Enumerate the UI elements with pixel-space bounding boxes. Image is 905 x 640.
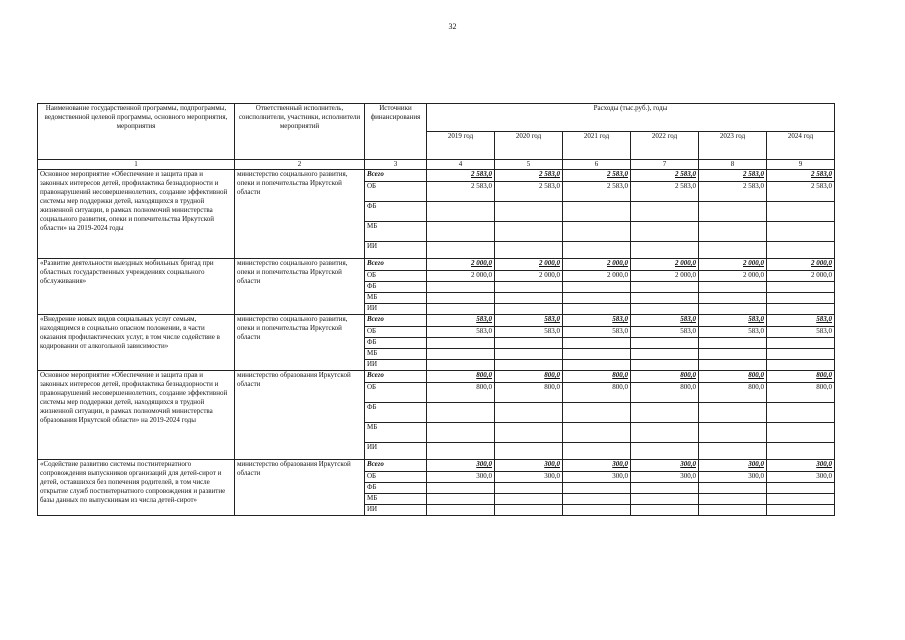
expense-value bbox=[699, 483, 767, 494]
expense-value bbox=[427, 338, 495, 349]
column-index: 2 bbox=[235, 160, 365, 170]
expense-value: 2 583,0 bbox=[699, 170, 767, 182]
expense-value: 300,0 bbox=[427, 460, 495, 472]
expense-value bbox=[563, 443, 631, 460]
expense-value: 2 583,0 bbox=[495, 182, 563, 202]
expense-value bbox=[495, 483, 563, 494]
expense-value bbox=[427, 494, 495, 505]
measure-name: «Развитие деятельности выездных мобильных бригад при областных государственных учреждениях социального обслуживания» bbox=[38, 259, 235, 315]
header-name: Наименование государственной программы, подпрограммы, ведомственной целевой программы, основного мероприятия, мероприятия bbox=[38, 104, 235, 160]
column-index: 9 bbox=[767, 160, 835, 170]
header-year: 2021 год bbox=[563, 132, 631, 160]
expense-value: 583,0 bbox=[495, 327, 563, 338]
expense-value bbox=[427, 360, 495, 371]
funding-source: ОБ bbox=[365, 271, 427, 282]
expense-value bbox=[495, 282, 563, 293]
expense-value: 2 583,0 bbox=[767, 182, 835, 202]
expense-value: 800,0 bbox=[495, 371, 563, 383]
expense-value bbox=[699, 338, 767, 349]
expense-value bbox=[563, 304, 631, 315]
expense-value bbox=[767, 360, 835, 371]
funding-source: МБ bbox=[365, 494, 427, 505]
expense-value: 300,0 bbox=[563, 460, 631, 472]
table-row bbox=[38, 259, 835, 271]
expense-value: 800,0 bbox=[631, 383, 699, 403]
expense-value: 583,0 bbox=[427, 315, 495, 327]
expense-value: 300,0 bbox=[427, 472, 495, 483]
expense-value bbox=[699, 304, 767, 315]
expense-value bbox=[631, 293, 699, 304]
expense-value: 583,0 bbox=[631, 327, 699, 338]
table-row bbox=[38, 371, 835, 383]
expense-value bbox=[495, 423, 563, 443]
funding-source: ФБ bbox=[365, 483, 427, 494]
expense-value bbox=[495, 202, 563, 222]
expense-value bbox=[631, 494, 699, 505]
expense-value bbox=[631, 242, 699, 259]
expense-value bbox=[563, 202, 631, 222]
expense-value bbox=[563, 282, 631, 293]
expense-value bbox=[699, 222, 767, 242]
expense-value bbox=[631, 222, 699, 242]
expense-value: 800,0 bbox=[495, 383, 563, 403]
expense-value: 2 583,0 bbox=[631, 182, 699, 202]
funding-source: ФБ bbox=[365, 403, 427, 423]
funding-source: ИИ bbox=[365, 505, 427, 516]
expense-value bbox=[767, 242, 835, 259]
expense-value bbox=[563, 423, 631, 443]
expense-value bbox=[495, 349, 563, 360]
expense-value: 2 583,0 bbox=[427, 170, 495, 182]
expense-value: 800,0 bbox=[699, 383, 767, 403]
expense-value: 300,0 bbox=[767, 460, 835, 472]
expense-value: 2 583,0 bbox=[699, 182, 767, 202]
expense-value bbox=[631, 443, 699, 460]
expense-value: 2 000,0 bbox=[563, 259, 631, 271]
measure-executor: министерство образования Иркутской области bbox=[235, 460, 365, 516]
expense-value bbox=[427, 293, 495, 304]
expense-value: 300,0 bbox=[631, 460, 699, 472]
expense-value bbox=[767, 338, 835, 349]
funding-source: Всего bbox=[365, 371, 427, 383]
expense-value: 800,0 bbox=[563, 383, 631, 403]
expense-value bbox=[767, 304, 835, 315]
expense-value bbox=[767, 403, 835, 423]
expense-value: 2 583,0 bbox=[563, 170, 631, 182]
expense-value: 583,0 bbox=[767, 315, 835, 327]
expense-value bbox=[767, 505, 835, 516]
funding-source: ИИ bbox=[365, 304, 427, 315]
measure-name: Основное мероприятие «Обеспечение и защита прав и законных интересов детей, профилактика безнадзорности и правонарушений несовершеннолетних, создание эффективной системы мер поддержки детей, находящихся в трудной жизненной ситуации, в рамках полномочий министерства образования Иркутской области» на 2019-2024 годы bbox=[38, 371, 235, 460]
expense-value bbox=[631, 202, 699, 222]
expense-value bbox=[699, 242, 767, 259]
expense-value: 2 583,0 bbox=[495, 170, 563, 182]
expense-value bbox=[563, 349, 631, 360]
expense-value: 300,0 bbox=[631, 472, 699, 483]
expense-value bbox=[563, 505, 631, 516]
funding-source: Всего bbox=[365, 315, 427, 327]
expense-value bbox=[699, 494, 767, 505]
expense-value bbox=[699, 282, 767, 293]
expense-value bbox=[563, 242, 631, 259]
expense-value bbox=[699, 349, 767, 360]
expense-value bbox=[631, 282, 699, 293]
measure-executor: министерство социального развития, опеки и попечительства Иркутской области bbox=[235, 259, 365, 315]
column-index: 7 bbox=[631, 160, 699, 170]
expense-value bbox=[631, 349, 699, 360]
header-year: 2019 год bbox=[427, 132, 495, 160]
expense-value bbox=[631, 403, 699, 423]
expense-value: 2 000,0 bbox=[495, 271, 563, 282]
expense-value bbox=[427, 242, 495, 259]
expense-value bbox=[631, 338, 699, 349]
expense-value: 583,0 bbox=[427, 327, 495, 338]
expense-value bbox=[631, 304, 699, 315]
expense-value: 2 583,0 bbox=[427, 182, 495, 202]
expense-value bbox=[767, 293, 835, 304]
expense-value bbox=[563, 483, 631, 494]
header-executor: Ответственный исполнитель, соисполнители, участники, исполнители мероприятий bbox=[235, 104, 365, 160]
expense-value bbox=[767, 443, 835, 460]
funding-source: ИИ bbox=[365, 360, 427, 371]
funding-source: МБ bbox=[365, 293, 427, 304]
column-index: 1 bbox=[38, 160, 235, 170]
expense-value: 2 000,0 bbox=[631, 271, 699, 282]
expense-value: 800,0 bbox=[767, 371, 835, 383]
expense-value bbox=[631, 505, 699, 516]
header-expenses: Расходы (тыс.руб.), годы bbox=[427, 104, 835, 132]
expense-value bbox=[767, 349, 835, 360]
expense-value: 300,0 bbox=[767, 472, 835, 483]
table-row bbox=[38, 460, 835, 472]
expense-value: 583,0 bbox=[699, 327, 767, 338]
expense-value: 800,0 bbox=[699, 371, 767, 383]
expense-value bbox=[699, 443, 767, 460]
expense-value: 2 000,0 bbox=[495, 259, 563, 271]
expense-value: 583,0 bbox=[495, 315, 563, 327]
expense-value bbox=[427, 282, 495, 293]
expense-value bbox=[495, 293, 563, 304]
expense-value: 2 000,0 bbox=[427, 259, 495, 271]
expense-value bbox=[427, 202, 495, 222]
expense-value bbox=[427, 403, 495, 423]
expense-value bbox=[563, 222, 631, 242]
expense-value: 2 583,0 bbox=[631, 170, 699, 182]
expense-value: 2 000,0 bbox=[699, 271, 767, 282]
page-number: 32 bbox=[448, 22, 457, 31]
expense-value: 300,0 bbox=[563, 472, 631, 483]
funding-source: ОБ bbox=[365, 472, 427, 483]
expense-value: 2 000,0 bbox=[699, 259, 767, 271]
column-index: 3 bbox=[365, 160, 427, 170]
expense-value bbox=[767, 282, 835, 293]
measure-executor: министерство образования Иркутской области bbox=[235, 371, 365, 460]
expense-value bbox=[495, 505, 563, 516]
expense-value: 300,0 bbox=[495, 460, 563, 472]
expense-value: 800,0 bbox=[427, 383, 495, 403]
expense-value: 2 000,0 bbox=[767, 271, 835, 282]
expense-value bbox=[427, 423, 495, 443]
budget-table bbox=[37, 103, 835, 516]
expense-value bbox=[563, 338, 631, 349]
expense-value bbox=[495, 242, 563, 259]
expense-value: 583,0 bbox=[631, 315, 699, 327]
expense-value: 2 000,0 bbox=[563, 271, 631, 282]
expense-value bbox=[631, 483, 699, 494]
expense-value bbox=[495, 443, 563, 460]
expense-value bbox=[563, 293, 631, 304]
expense-value bbox=[631, 360, 699, 371]
expense-value: 300,0 bbox=[699, 460, 767, 472]
expense-value: 800,0 bbox=[563, 371, 631, 383]
funding-source: Всего bbox=[365, 460, 427, 472]
expense-value: 2 583,0 bbox=[563, 182, 631, 202]
expense-value: 800,0 bbox=[427, 371, 495, 383]
expense-value: 300,0 bbox=[495, 472, 563, 483]
expense-value bbox=[427, 304, 495, 315]
table-row bbox=[38, 315, 835, 327]
expense-value bbox=[699, 505, 767, 516]
expense-value bbox=[427, 483, 495, 494]
expense-value: 800,0 bbox=[767, 383, 835, 403]
header-source: Источники финансирования bbox=[365, 104, 427, 160]
expense-value bbox=[495, 304, 563, 315]
expense-value: 2 583,0 bbox=[767, 170, 835, 182]
measure-name: «Внедрение новых видов социальных услуг семьям, находящимся в социально опасном положении, в части оказания профилактических услуг, в том числе содействие в кодировании от алкогольной зависимости» bbox=[38, 315, 235, 371]
expense-value bbox=[699, 202, 767, 222]
expense-value bbox=[699, 403, 767, 423]
expense-value bbox=[563, 403, 631, 423]
funding-source: ОБ bbox=[365, 383, 427, 403]
funding-source: МБ bbox=[365, 222, 427, 242]
expense-value: 2 000,0 bbox=[427, 271, 495, 282]
funding-source: ИИ bbox=[365, 242, 427, 259]
column-index: 5 bbox=[495, 160, 563, 170]
expense-value bbox=[699, 360, 767, 371]
expense-value: 583,0 bbox=[699, 315, 767, 327]
column-index: 8 bbox=[699, 160, 767, 170]
funding-source: Всего bbox=[365, 259, 427, 271]
funding-source: МБ bbox=[365, 349, 427, 360]
expense-value bbox=[495, 360, 563, 371]
expense-value bbox=[495, 338, 563, 349]
expense-value bbox=[699, 423, 767, 443]
expense-value bbox=[427, 222, 495, 242]
expense-value: 300,0 bbox=[699, 472, 767, 483]
funding-source: ОБ bbox=[365, 182, 427, 202]
expense-value bbox=[563, 360, 631, 371]
expense-value: 800,0 bbox=[631, 371, 699, 383]
funding-source: ФБ bbox=[365, 338, 427, 349]
funding-source: ИИ bbox=[365, 443, 427, 460]
expense-value bbox=[427, 443, 495, 460]
expense-value bbox=[563, 494, 631, 505]
expense-value bbox=[495, 222, 563, 242]
header-year: 2024 год bbox=[767, 132, 835, 160]
expense-value bbox=[427, 505, 495, 516]
expense-value: 2 000,0 bbox=[631, 259, 699, 271]
expense-value bbox=[767, 483, 835, 494]
column-index: 6 bbox=[563, 160, 631, 170]
expense-value: 583,0 bbox=[563, 315, 631, 327]
expense-value bbox=[767, 494, 835, 505]
table-row bbox=[38, 170, 835, 182]
expense-value bbox=[767, 222, 835, 242]
measure-name: «Содействие развитию системы постинтернатного сопровождения выпускников организаций для детей-сирот и детей, оставшихся без попечения родителей, в том числе открытие служб постинтернатного сопровождения и развитие базы данных по выпускникам из числа детей-сирот» bbox=[38, 460, 235, 516]
expense-value bbox=[767, 202, 835, 222]
measure-executor: министерство социального развития, опеки и попечительства Иркутской области bbox=[235, 170, 365, 259]
expense-value bbox=[699, 293, 767, 304]
expense-value: 583,0 bbox=[563, 327, 631, 338]
expense-value bbox=[631, 423, 699, 443]
funding-source: ФБ bbox=[365, 202, 427, 222]
expense-value bbox=[767, 423, 835, 443]
header-year: 2023 год bbox=[699, 132, 767, 160]
funding-source: Всего bbox=[365, 170, 427, 182]
funding-source: МБ bbox=[365, 423, 427, 443]
expense-value bbox=[427, 349, 495, 360]
expense-value: 583,0 bbox=[767, 327, 835, 338]
expense-value bbox=[495, 403, 563, 423]
measure-executor: министерство социального развития, опеки и попечительства Иркутской области bbox=[235, 315, 365, 371]
funding-source: ОБ bbox=[365, 327, 427, 338]
column-index: 4 bbox=[427, 160, 495, 170]
measure-name: Основное мероприятие «Обеспечение и защита прав и законных интересов детей, профилактика безнадзорности и правонарушений несовершеннолетних, создание эффективной системы мер поддержки детей, находящихся в трудной жизненной ситуации, в рамках полномочий министерства социального развития, опеки и попечительства Иркутской области» на 2019-2024 годы bbox=[38, 170, 235, 259]
header-year: 2022 год bbox=[631, 132, 699, 160]
funding-source: ФБ bbox=[365, 282, 427, 293]
expense-value bbox=[495, 494, 563, 505]
header-year: 2020 год bbox=[495, 132, 563, 160]
expense-value: 2 000,0 bbox=[767, 259, 835, 271]
